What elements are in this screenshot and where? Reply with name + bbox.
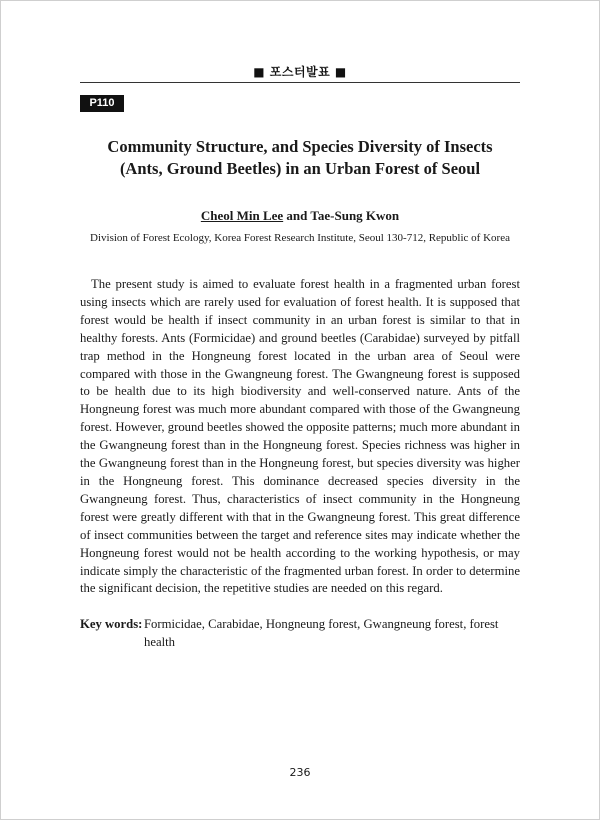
author-affiliation: Division of Forest Ecology, Korea Forest Research Institute, Seoul 130-712, Republic of Korea <box>90 232 510 244</box>
author-list <box>80 208 520 224</box>
paper-title-line-2: (Ants, Ground Beetles) in an Urban Forest of Seoul <box>119 159 481 178</box>
keywords-list: Formicidae, Carabidae, Hongneung forest, Gwangneung forest, forest health <box>144 617 499 649</box>
section-header: ■ 포스터발표 ■ <box>253 65 347 79</box>
abstract-body: The present study is aimed to evaluate forest health in a fragmented urban forest using insects which are rarely used for evaluation of forest health. It is supposed that forest would be health if insect community in an urban forest is similar to that in healthy forests. Ants (Formicidae) and ground beetles (Carabidae) surveyed by pitfall trap method in the Hongneung forest located in the urban area of Seoul were compared with those in the Gwangneung forest. The Gwangneung forest is supposed to be health due to its high biodiversity and well-conserved nature. Ants of the Hongneung forest was much more abundant compared with those of the Gwangneung forest. However, ground beetles showed the opposite patterns; much more abundant in the Gwangneung forest than in the Hongneung forest. Species richness was higher in the Gwangneung forest than in the Hongneung forest, but species diversity was higher in the Hongneung forest. This dominance decreased species diversity in the Gwangneung forest. Thus, characteristics of insect community in the Hongneung forest were greatly different with that in the Gwangneung forest. This great difference of insect communities between the target and reference sites may indicate whether the Hongneung forest would not be health according to the working hypothesis, or may indicate simply the characteristic of the fragmented urban forest. In order to determine the significant decision, the repetitive studies are needed on this regard. <box>80 277 520 596</box>
paper-title-line-1: Community Structure, and Species Diversity of Insects <box>107 137 493 156</box>
paper-title <box>80 136 520 180</box>
keywords-label: Key words: <box>80 617 143 631</box>
keywords-block <box>80 615 520 651</box>
author-presenting: Cheol Min Lee <box>200 208 284 223</box>
author-coauthor: Tae-Sung Kwon <box>310 208 400 223</box>
header-divider <box>80 82 520 83</box>
poster-id-badge: P110 <box>80 95 124 112</box>
page-number: 236 <box>289 766 311 779</box>
author-connector: and <box>283 208 311 223</box>
